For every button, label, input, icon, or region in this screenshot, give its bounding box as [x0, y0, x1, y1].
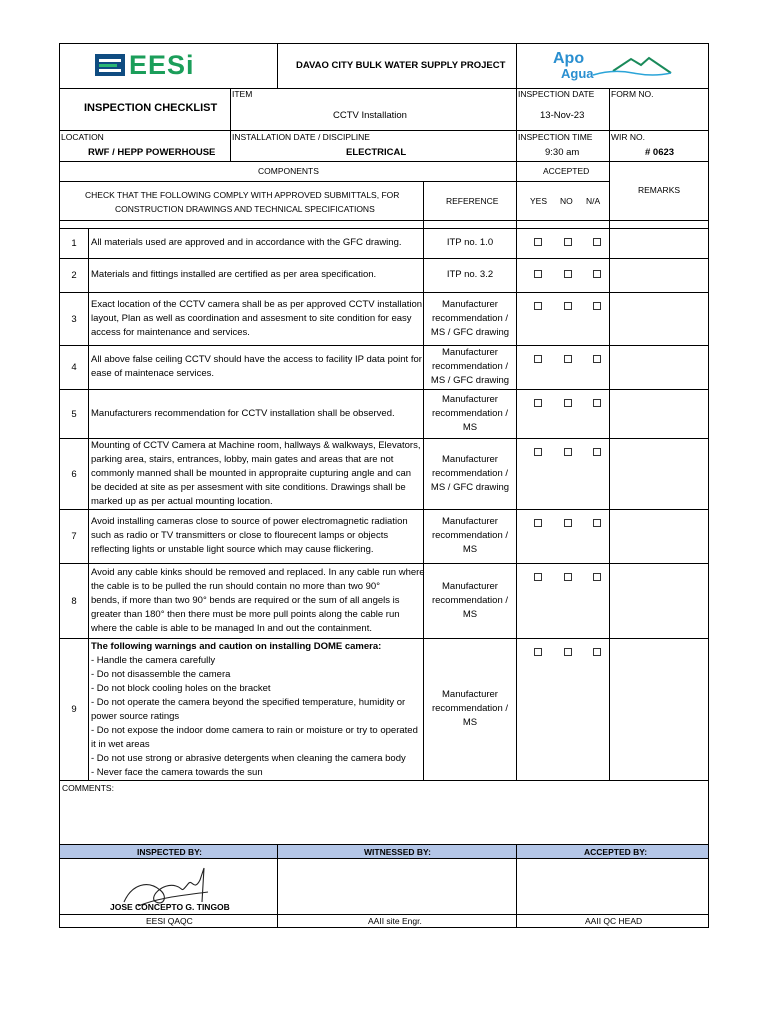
- yes-checkbox[interactable]: [534, 448, 542, 456]
- row-reference-line: MS / GFC drawing: [430, 326, 510, 338]
- row-reference-line: Manufacturer: [442, 580, 498, 592]
- apo-agua-logo: Apo Agua: [553, 49, 673, 83]
- row-reference-line: MS / GFC drawing: [430, 375, 510, 386]
- inspected-by-label: INSPECTED BY:: [137, 847, 203, 857]
- yes-header: YES: [530, 196, 548, 206]
- row-description: [91, 353, 422, 381]
- na-checkbox[interactable]: [593, 355, 601, 363]
- row-description-line: commonly manned shall be mounted in appropraite cupturing angle and can: [91, 467, 412, 479]
- row-reference-line: recommendation /: [431, 407, 509, 419]
- row-reference: [424, 453, 516, 495]
- item-label: ITEM: [232, 89, 253, 99]
- yes-checkbox[interactable]: [534, 648, 542, 656]
- remarks-cell[interactable]: [610, 259, 708, 292]
- row-description-line: it in wet areas: [91, 739, 150, 750]
- row-number: 9: [71, 704, 77, 715]
- row-number: 8: [71, 595, 77, 607]
- row-description-line: Manufacturers recommendation for CCTV installation shall be observed.: [91, 407, 395, 419]
- row-description-line: power source ratings: [91, 711, 180, 722]
- row-reference-line: Manufacturer: [442, 393, 498, 405]
- row-number: 6: [71, 468, 77, 480]
- inspection-date-value: 13-Nov-23: [540, 110, 585, 121]
- remarks-cell[interactable]: [610, 229, 708, 258]
- row-reference-line: recommendation /: [431, 467, 509, 479]
- row-description-line: All above false ceiling CCTV should have the access to facility IP data point for: [91, 354, 422, 365]
- remarks-cell[interactable]: [610, 639, 708, 780]
- yes-checkbox[interactable]: [534, 355, 542, 363]
- witnessed-by-label: WITNESSED BY:: [364, 847, 431, 857]
- check-header-line2: CONSTRUCTION DRAWINGS AND TECHNICAL SPECIFICATIONS: [115, 204, 375, 214]
- no-header: NO: [560, 196, 573, 206]
- row-reference-line: recommendation /: [431, 530, 509, 541]
- row-reference: [424, 298, 516, 340]
- accepted-by-label: ACCEPTED BY:: [584, 847, 648, 857]
- row-description-line: Avoid installing cameras close to source of power electromagnetic radiation: [91, 516, 408, 527]
- location-value: RWF / HEPP POWERHOUSE: [88, 147, 216, 158]
- row-description-line: Mounting of CCTV Camera at Machine room, hallways & walkways, Elevators,: [91, 439, 421, 451]
- wir-value: # 0623: [645, 147, 675, 158]
- row-description-line: ease of maintenace services.: [91, 368, 215, 379]
- no-checkbox[interactable]: [564, 399, 572, 407]
- na-checkbox[interactable]: [593, 238, 601, 246]
- row-reference-line: Manufacturer: [442, 453, 498, 465]
- na-checkbox[interactable]: [593, 573, 601, 581]
- row-description-line: access for maintenance and services.: [91, 326, 250, 338]
- row-description-line: Materials and fittings installed are certified as per area specification.: [91, 269, 377, 280]
- row-description: [91, 268, 376, 282]
- installation-value: ELECTRICAL: [346, 147, 407, 158]
- row-description: [91, 515, 408, 557]
- row-description-line: marked up as per actual mounting location.: [91, 495, 273, 507]
- row-description-line: greater than 180° then there must be more pull points along the cable run: [91, 608, 400, 620]
- row-description-line: - Do not block cooling holes on the bracket: [91, 683, 271, 694]
- na-checkbox[interactable]: [593, 302, 601, 310]
- inspector-role: EESI QAQC: [146, 916, 193, 926]
- witness-role: AAII site Engr.: [368, 916, 422, 926]
- row-description-line: - Never face the camera towards the sun: [91, 767, 263, 778]
- row-description: [91, 236, 402, 250]
- check-header-line1: CHECK THAT THE FOLLOWING COMPLY WITH APPROVED SUBMITTALS, FOR: [85, 190, 400, 200]
- row-number: 5: [71, 408, 77, 420]
- row-reference: [424, 268, 516, 282]
- row-reference: [424, 393, 516, 435]
- row-description-line: the cable is to be pulled the run should contain no more than two 90°: [91, 580, 380, 592]
- row-description-line: The following warnings and caution on installing DOME camera:: [91, 641, 382, 652]
- row-reference-line: MS: [462, 717, 478, 728]
- row-description-line: - Handle the camera carefully: [91, 655, 216, 666]
- row-description-line: reflecting lights or unstable light source which may cause flickering.: [91, 544, 374, 555]
- row-number: 1: [71, 238, 77, 249]
- no-checkbox[interactable]: [564, 648, 572, 656]
- remarks-cell[interactable]: [610, 439, 708, 509]
- row-description-line: - Do not disassemble the camera: [91, 669, 231, 680]
- row-reference-line: MS: [462, 421, 478, 433]
- row-number: 7: [71, 531, 77, 542]
- na-checkbox[interactable]: [593, 519, 601, 527]
- row-description-line: layout, Plan as well as coordination and assesment to site condition for easy: [91, 312, 412, 324]
- item-value: CCTV Installation: [333, 110, 407, 121]
- yes-checkbox[interactable]: [534, 573, 542, 581]
- na-checkbox[interactable]: [593, 270, 601, 278]
- na-checkbox[interactable]: [593, 448, 601, 456]
- row-description-line: - Do not expose the indoor dome camera to rain or moisture or try to operated: [91, 725, 418, 736]
- row-reference: [424, 236, 516, 250]
- inspection-date-label: INSPECTION DATE: [518, 89, 595, 99]
- na-checkbox[interactable]: [593, 399, 601, 407]
- row-description: [91, 566, 425, 636]
- acceptor-role: AAII QC HEAD: [585, 916, 643, 926]
- na-checkbox[interactable]: [593, 648, 601, 656]
- comments-label: COMMENTS:: [62, 783, 114, 793]
- row-reference: [424, 580, 516, 622]
- no-checkbox[interactable]: [564, 302, 572, 310]
- na-header: N/A: [586, 196, 601, 206]
- yes-checkbox[interactable]: [534, 302, 542, 310]
- yes-checkbox[interactable]: [534, 270, 542, 278]
- row-reference-line: recommendation /: [431, 594, 509, 606]
- remarks-cell[interactable]: [610, 293, 708, 345]
- row-description: [91, 298, 422, 340]
- installation-label: INSTALLATION DATE / DISCIPLINE: [232, 132, 370, 142]
- row-reference-line: MS: [462, 608, 478, 620]
- row-reference-line: recommendation /: [431, 361, 509, 372]
- row-reference: [424, 515, 516, 557]
- row-reference-line: ITP no. 3.2: [446, 269, 494, 280]
- remarks-header: REMARKS: [638, 185, 681, 195]
- row-description-line: All materials used are approved and in accordance with the GFC drawing.: [91, 237, 402, 248]
- eesi-logo: EESi: [95, 52, 240, 78]
- row-description-line: be decided at site as per assesment with site conditions. Drawings shall be: [91, 481, 406, 493]
- row-reference: [424, 346, 516, 388]
- row-description-line: Exact location of the CCTV camera shall be as per approved CCTV installation: [91, 298, 423, 310]
- accepted-header: ACCEPTED: [543, 166, 590, 176]
- row-description-line: - Do not operate the camera beyond the specified temperature, humidity or: [91, 697, 406, 708]
- remarks-cell[interactable]: [610, 390, 708, 438]
- no-checkbox[interactable]: [564, 355, 572, 363]
- reference-header: REFERENCE: [446, 196, 499, 206]
- project-title: DAVAO CITY BULK WATER SUPPLY PROJECT: [296, 60, 506, 71]
- row-reference: [424, 688, 516, 730]
- row-description-line: parking area, stairs, entrances, lobby, main gates and areas that are not: [91, 453, 394, 465]
- yes-checkbox[interactable]: [534, 399, 542, 407]
- row-reference-line: Manufacturer: [442, 298, 498, 310]
- row-description: [91, 407, 395, 421]
- no-checkbox[interactable]: [564, 238, 572, 246]
- row-reference-line: Manufacturer: [442, 347, 498, 358]
- row-reference-line: recommendation /: [431, 312, 509, 324]
- row-description-line: such as radio or TV transmitters or close to flourecent lamps or objects: [91, 530, 389, 541]
- location-label: LOCATION: [61, 132, 104, 142]
- checklist-title: INSPECTION CHECKLIST: [84, 102, 218, 114]
- form-no-label: FORM NO.: [611, 89, 654, 99]
- remarks-cell[interactable]: [610, 564, 708, 638]
- row-reference-line: MS: [462, 544, 478, 555]
- row-reference-line: recommendation /: [431, 703, 509, 714]
- no-checkbox[interactable]: [564, 448, 572, 456]
- row-reference-line: Manufacturer: [442, 516, 498, 527]
- remarks-cell[interactable]: [610, 346, 708, 389]
- row-description-line: Avoid any cable kinks should be removed and replaced. In any cable run where: [91, 566, 425, 578]
- row-number: 2: [71, 270, 77, 281]
- row-description-line: bends, if more than two 90° bends are required or the sum of all angels is: [91, 594, 400, 606]
- inspection-time-label: INSPECTION TIME: [518, 132, 593, 142]
- row-reference-line: MS / GFC drawing: [430, 481, 510, 493]
- yes-checkbox[interactable]: [534, 519, 542, 527]
- row-reference-line: ITP no. 1.0: [446, 237, 494, 248]
- row-number: 4: [71, 362, 77, 373]
- components-header: COMPONENTS: [258, 166, 319, 176]
- inspection-time-value: 9:30 am: [545, 147, 580, 158]
- row-description-line: - Do not use strong or abrasive detergents when cleaning the camera body: [91, 753, 406, 764]
- row-description-line: where the cable is able to be managed In and out the containment.: [91, 622, 372, 634]
- remarks-cell[interactable]: [610, 510, 708, 563]
- row-description: [91, 640, 418, 780]
- row-number: 3: [71, 313, 77, 325]
- wir-label: WIR NO.: [611, 132, 645, 142]
- row-description: [91, 439, 420, 509]
- no-checkbox[interactable]: [564, 270, 572, 278]
- yes-checkbox[interactable]: [534, 238, 542, 246]
- row-reference-line: Manufacturer: [442, 689, 498, 700]
- inspector-name: JOSE CONCEPTO G. TINGOB: [110, 902, 230, 912]
- no-checkbox[interactable]: [564, 573, 572, 581]
- no-checkbox[interactable]: [564, 519, 572, 527]
